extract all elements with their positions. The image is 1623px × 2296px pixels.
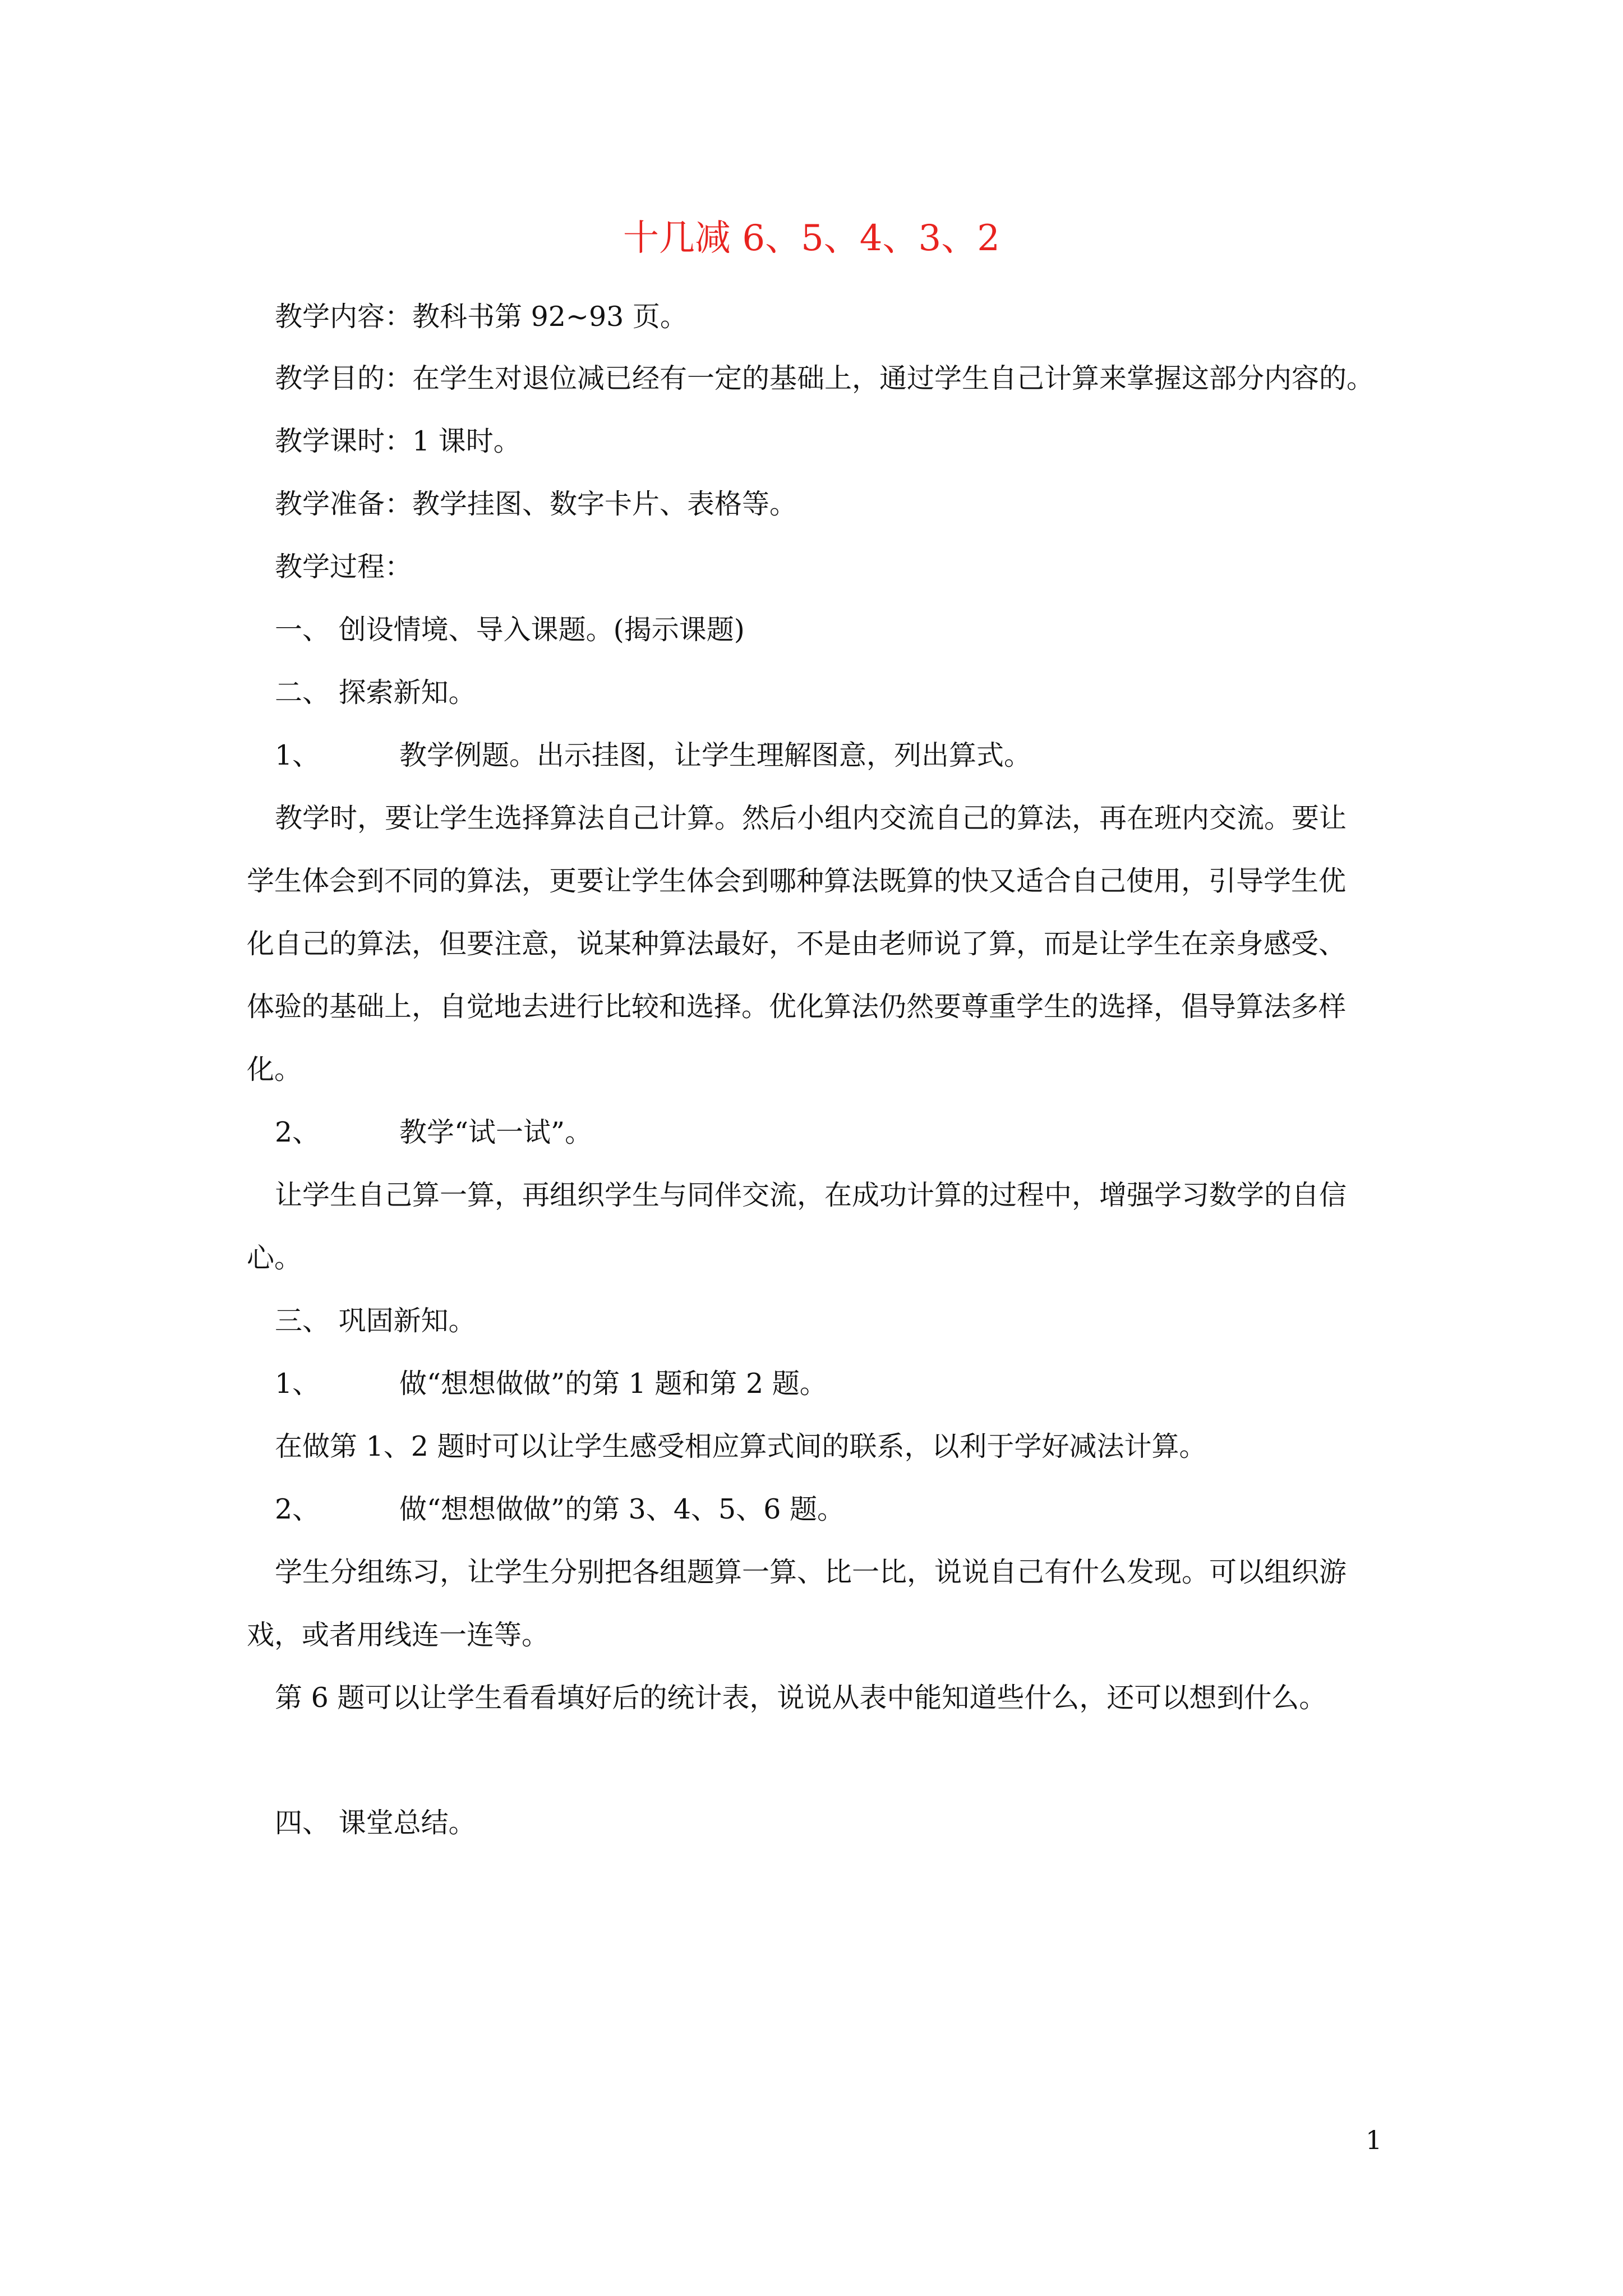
teaching-hours: 教学课时：1 课时。 (275, 425, 521, 457)
paragraph-line: 化自己的算法，但要注意，说某种算法最好，不是由老师说了算，而是让学生在亲身感受、 (247, 928, 1347, 960)
paragraph-line: 第 6 题可以让学生看看填好后的统计表，说说从表中能知道些什么，还可以想到什么。 (275, 1682, 1327, 1714)
page-number: 1 (1366, 2125, 1382, 2155)
paragraph-line: 体验的基础上，自觉地去进行比较和选择。优化算法仍然要尊重学生的选择，倡导算法多样 (247, 991, 1347, 1023)
section-4-heading: 四、 课堂总结。 (275, 1807, 476, 1839)
paragraph-line: 让学生自己算一算，再组织学生与同伴交流，在成功计算的过程中，增强学习数学的自信 (275, 1179, 1347, 1211)
item-number: 2、 (275, 1116, 320, 1148)
teaching-goal: 教学目的：在学生对退位减已经有一定的基础上，通过学生自己计算来掌握这部分内容的。 (275, 362, 1375, 394)
section-1-heading: 一、 创设情境、导入课题。(揭示课题) (275, 614, 745, 646)
paragraph-line: 学生分组练习，让学生分别把各组题算一算、比一比，说说自己有什么发现。可以组织游 (275, 1556, 1347, 1588)
teaching-process-heading: 教学过程： (275, 551, 413, 583)
item-number: 1、 (275, 1368, 320, 1400)
section-3-heading: 三、 巩固新知。 (275, 1305, 476, 1337)
section-2-heading: 二、 探索新知。 (275, 677, 476, 708)
paragraph-line: 教学时，要让学生选择算法自己计算。然后小组内交流自己的算法，再在班内交流。要让 (275, 802, 1347, 834)
paragraph-line: 心。 (247, 1242, 302, 1274)
teaching-content: 教学内容：教科书第 92~93 页。 (275, 301, 688, 333)
paragraph-line: 化。 (247, 1053, 302, 1085)
item-number: 2、 (275, 1493, 320, 1525)
item-text: 教学“试一试”。 (399, 1116, 593, 1148)
paragraph-line: 在做第 1、2 题时可以让学生感受相应算式间的联系，以利于学好减法计算。 (275, 1430, 1207, 1462)
teaching-preparation: 教学准备：教学挂图、数字卡片、表格等。 (275, 488, 797, 520)
paragraph-line: 学生体会到不同的算法，更要让学生体会到哪种算法既算的快又适合自己使用，引导学生优 (247, 865, 1347, 897)
document-title: 十几减 6、5、4、3、2 (623, 218, 1000, 259)
item-text: 教学例题。出示挂图，让学生理解图意，列出算式。 (399, 739, 1032, 771)
item-text: 做“想想做做”的第 3、4、5、6 题。 (399, 1493, 845, 1525)
item-text: 做“想想做做”的第 1 题和第 2 题。 (399, 1368, 827, 1400)
paragraph-line: 戏，或者用线连一连等。 (247, 1619, 550, 1651)
item-number: 1、 (275, 739, 320, 771)
